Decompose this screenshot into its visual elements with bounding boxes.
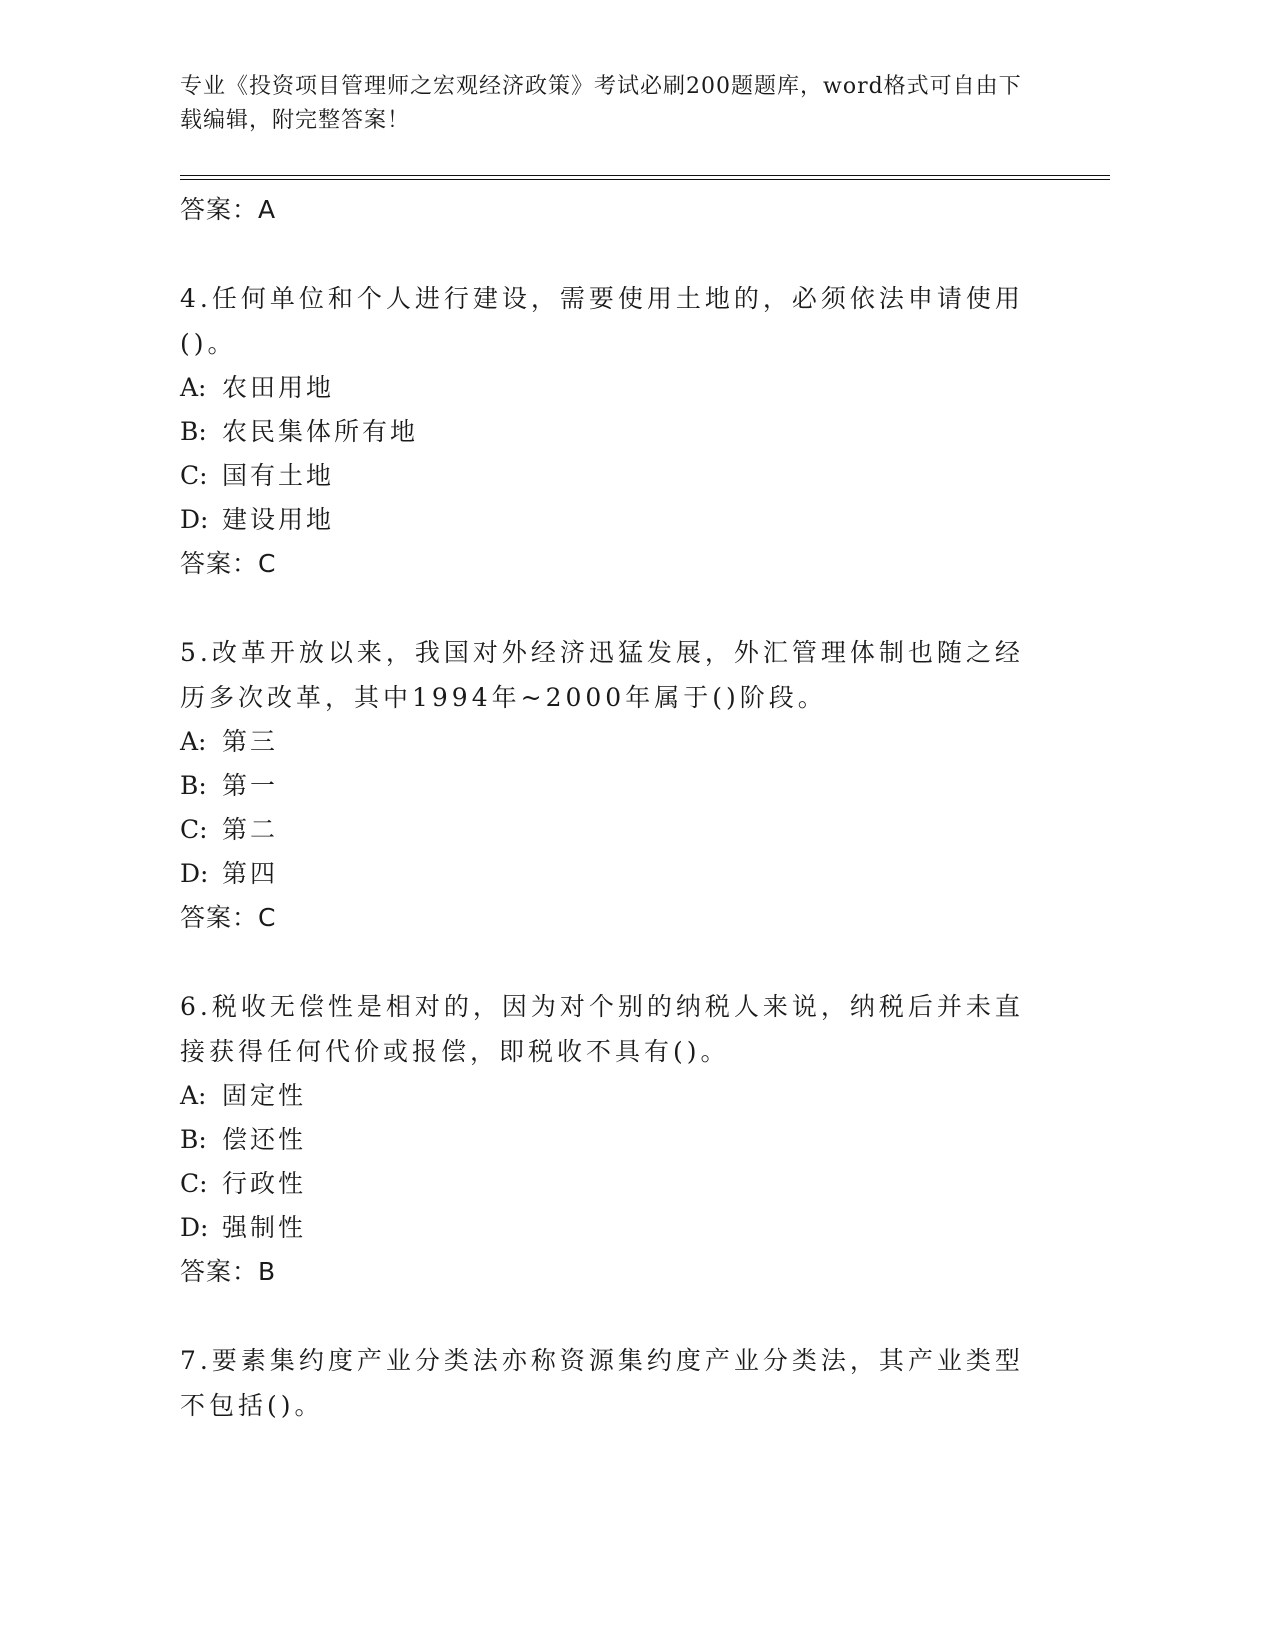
answer-line: 答案：A <box>180 195 277 224</box>
option-c <box>180 808 1040 852</box>
question-block <box>180 984 1040 1294</box>
option-letter: B: <box>180 771 207 800</box>
option-text: 建设用地 <box>222 505 335 534</box>
option-b <box>180 410 1040 454</box>
answer-line: 答案：C <box>180 549 277 578</box>
option-text: 行政性 <box>222 1169 307 1198</box>
question-text: 6.税收无偿性是相对的，因为对个别的纳税人来说，纳税后并未直接获得任何代价或报偿，即税收不具有()。 <box>180 992 1024 1066</box>
option-b <box>180 764 1040 808</box>
question-block <box>180 1338 1040 1428</box>
option-letter: B: <box>180 417 207 446</box>
option-a <box>180 366 1040 410</box>
option-letter: C: <box>180 1169 208 1198</box>
answer-line: 答案：C <box>180 903 277 932</box>
header-divider <box>180 175 1110 180</box>
option-text: 农民集体所有地 <box>222 417 419 446</box>
option-text: 第二 <box>222 815 279 844</box>
spacer <box>180 232 1040 276</box>
spacer <box>180 586 1040 630</box>
option-c <box>180 1162 1040 1206</box>
document-header: 专业《投资项目管理师之宏观经济政策》考试必刷200题题库，word格式可自由下载编辑，附完整答案！ <box>180 74 1022 133</box>
option-letter: A: <box>180 373 207 402</box>
question-text: 5.改革开放以来，我国对外经济迅猛发展，外汇管理体制也随之经历多次改革，其中1994年~2000年属于()阶段。 <box>180 638 1024 712</box>
option-a <box>180 720 1040 764</box>
option-text: 强制性 <box>222 1213 307 1242</box>
answer-line: 答案：B <box>180 1257 277 1286</box>
question-text: 7.要素集约度产业分类法亦称资源集约度产业分类法，其产业类型不包括()。 <box>180 1346 1024 1420</box>
option-letter: D: <box>180 1213 209 1242</box>
option-a <box>180 1074 1040 1118</box>
spacer <box>180 940 1040 984</box>
option-text: 固定性 <box>222 1081 307 1110</box>
option-letter: D: <box>180 859 209 888</box>
option-b <box>180 1118 1040 1162</box>
option-text: 第三 <box>222 727 279 756</box>
option-letter: D: <box>180 505 209 534</box>
option-text: 第四 <box>222 859 279 888</box>
option-letter: A: <box>180 727 207 756</box>
option-d <box>180 852 1040 896</box>
document-body <box>180 188 1040 1428</box>
option-text: 第一 <box>222 771 279 800</box>
spacer <box>180 1294 1040 1338</box>
question-block <box>180 630 1040 940</box>
option-d <box>180 1206 1040 1250</box>
option-text: 国有土地 <box>222 461 335 490</box>
option-letter: C: <box>180 461 208 490</box>
option-text: 农田用地 <box>222 373 335 402</box>
option-c <box>180 454 1040 498</box>
option-d <box>180 498 1040 542</box>
option-letter: A: <box>180 1081 207 1110</box>
option-letter: B: <box>180 1125 207 1154</box>
option-letter: C: <box>180 815 208 844</box>
question-text: 4.任何单位和个人进行建设，需要使用土地的，必须依法申请使用()。 <box>180 284 1024 358</box>
question-block <box>180 276 1040 586</box>
option-text: 偿还性 <box>222 1125 307 1154</box>
